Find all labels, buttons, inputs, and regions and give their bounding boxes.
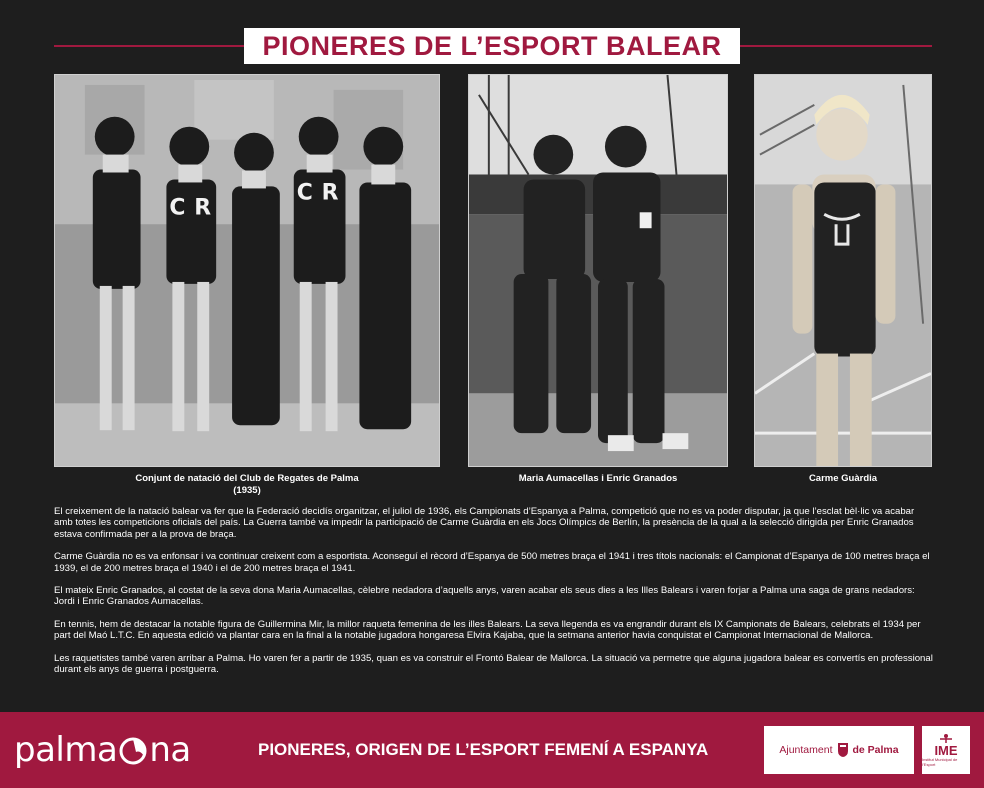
paragraph: En tennis, hem de destacar la notable figura de Guillermina Mir, la millor raqueta femenina de les illes Balears. La seva llegenda es va engrandir durant els IX Campionats de Balears, celebrats el 1934 per part del Maó L.T.C. En aquesta edició va plantar cara en la final a la notable jugadora hongaresa Elvira Kajaba, que la setmana anterior havia conquistat el Campionat Internacional de Mallorca.: [54, 618, 921, 642]
ime-figure-icon: [939, 734, 953, 744]
footer: [0, 712, 984, 788]
caption-swim-team: [54, 473, 440, 497]
logo-text-right: na: [149, 730, 191, 770]
caption-swim-team-line2: (1935): [233, 485, 261, 496]
photo-swim-team: [54, 74, 440, 467]
photo-aumacellas-granados: [468, 74, 728, 467]
ajuntament-logo: [764, 726, 914, 774]
body-text: [54, 506, 934, 686]
ime-label: IME: [934, 742, 958, 758]
page-title: PIONERES DE L’ESPORT BALEAR: [262, 30, 722, 61]
paragraph: El mateix Enric Granados, al costat de la seva dona Maria Aumacellas, cèlebre nedadora d’aquells anys, varen acabar els seus dies a les Illes Balears i varen forjar a Palma una saga de grans nedadors: Jordi i Enric Granados Aumacellas.: [54, 585, 915, 608]
svg-text:C: C: [169, 195, 186, 221]
photo-carme-guardia: [754, 74, 932, 467]
carme-guardia-image: [755, 75, 931, 466]
svg-text:R: R: [321, 180, 339, 206]
title-rule-left: [54, 45, 244, 47]
svg-text:C: C: [296, 180, 313, 206]
caption-couple: Maria Aumacellas i Enric Granados: [518, 473, 678, 484]
woman-profile-icon: [118, 732, 148, 768]
title-banner: [244, 28, 740, 64]
title-rule-right: [740, 45, 932, 47]
ime-subtitle: Institut Municipal de l’Esport: [922, 756, 958, 767]
logo-text-left: palma: [14, 730, 118, 770]
svg-text:R: R: [194, 195, 212, 221]
couple-image: [469, 75, 727, 466]
ajuntament-prefix: Ajuntament: [779, 744, 833, 756]
palmadona-logo: [14, 730, 191, 770]
footer-tagline: PIONERES, ORIGEN DE L’ESPORT FEMENÍ A ESPANYA: [258, 740, 709, 759]
swim-team-image: [55, 75, 439, 466]
coat-of-arms-icon: [837, 742, 849, 758]
paragraph: El creixement de la natació balear va fer que la Federació decidís organitzar, el juliol de 1936, els Campionats d’Espanya a Palma, competició que no es va poder disputar, ja que l’esclat bèl·lic va acabar amb totes les competicions oficials del país. La Guerra també va impedir la participació de Carme Guàrdia en els Jocs Olímpics de Berlín, la presència de la qual a la selecció dirigida per Enric Granados estava confirmada per a la prova de braça.: [54, 506, 915, 540]
paragraph: Les raquetistes també varen arribar a Palma. Ho varen fer a partir de 1935, quan es va construir el Frontó Balear de Mallorca. La situació va permetre que alguna jugadora balear es convertís en professional durant els anys de guerra i postguerra.: [54, 652, 933, 676]
caption-carme-guardia: Carme Guàrdia: [808, 473, 878, 484]
ime-logo: [922, 726, 970, 774]
ajuntament-name: de Palma: [852, 744, 899, 756]
caption-swim-team-line1: Conjunt de natació del Club de Regates de Palma: [135, 473, 359, 484]
paragraph: Carme Guàrdia no es va enfonsar i va continuar creixent com a esportista. Aconseguí el rècord d’Espanya de 500 metres braça el 1941 i tres títols nacionals: el Campionat d’Espanya de 100 metres braça el 1939, el de 200 metres braça el 1940 i el de 200 metres braça el 1941.: [54, 551, 930, 574]
